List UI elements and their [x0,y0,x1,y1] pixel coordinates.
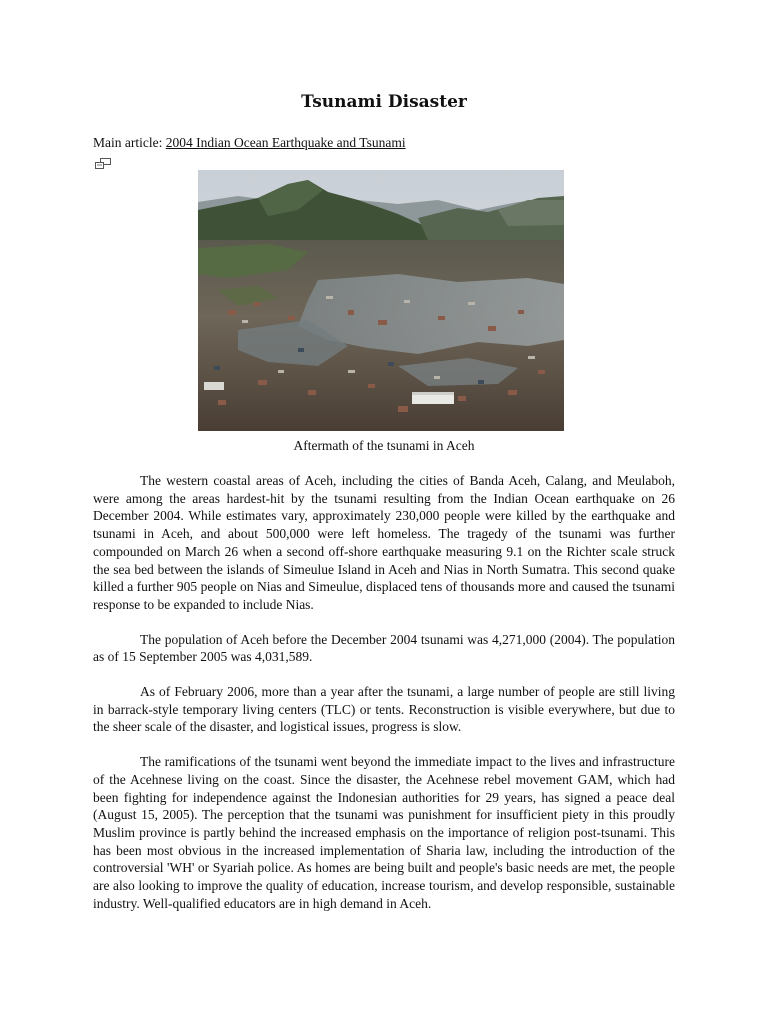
paragraph: The ramifications of the tsunami went beyond the immediate impact to the lives and infrastructure of the Acehnese living on the coast. Since the disaster, the Acehnese rebel movement GAM, which had been fighting for independence against the Indonesian authorities for 29 years, has signed a peace deal (August 15, 2005). The perception that the tsunami was punishment for insufficient piety in this proudly Muslim province is partly behind the increased emphasis on the importance of religion post-tsunami. This has been most obvious in the increased implementation of Sharia law, including the introduction of the controversial 'WH' or Syariah police. As homes are being built and people's basic needs are met, the people are also looking to improve the quality of education, increase tourism, and develop responsible, sustainable industry. Well-qualified educators are in high demand in Aceh. [93,754,675,911]
image-caption: Aftermath of the tsunami in Aceh [293,438,475,453]
paragraph: As of February 2006, more than a year after the tsunami, a large number of people are still living in barrack-style temporary living centers (TLC) or tents. Reconstruction is visible everywhere, but due to the sheer scale of the disaster, and logistical issues, progress is slow. [93,684,675,735]
tsunami-aftermath-photo [198,170,564,431]
paragraph: The population of Aceh before the December 2004 tsunami was 4,271,000 (2004). The population as of 15 September 2005 was 4,031,589. [93,631,675,665]
external-link-icon[interactable] [95,158,111,170]
paragraph: The western coastal areas of Aceh, including the cities of Banda Aceh, Calang, and Meulaboh, were among the areas hardest-hit by the tsunami resulting from the Indian Ocean earthquake on 26 December 2004. While estimates vary, approximately 230,000 people were killed by the earthquake and tsunami in Aceh, and about 500,000 were left homeless. The tragedy of the tsunami was further compounded on March 26 when a second off-shore earthquake measuring 9.1 on the Richter scale struck the sea bed between the islands of Simeulue Island in Aceh and Nias in North Sumatra. This second quake killed a further 905 people on Nias and Simeulue, displaced tens of thousands more and caused the tsunami response to be expanded to include Nias. [93,473,675,612]
main-article-line [93,135,406,151]
page-title: Tsunami Disaster [301,92,467,112]
article-body [93,472,675,929]
main-article-prefix: Main article: [93,135,166,150]
main-article-link[interactable]: 2004 Indian Ocean Earthquake and Tsunami [165,135,406,150]
